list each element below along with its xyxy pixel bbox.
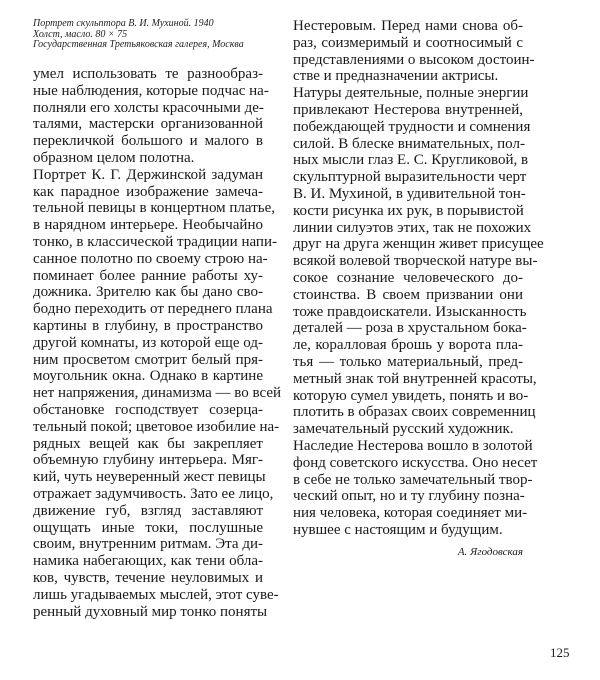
text-line: полняли его холсты красочными де-: [33, 99, 264, 116]
text-line: дожника. Зрителю как бы дано сво-: [33, 284, 263, 301]
text-line: скульптурной выразительности черт: [293, 169, 527, 186]
text-line: которую сумел увидеть, понять и во-: [293, 387, 529, 404]
text-line: Наследие Нестерова вошло в золотой: [293, 437, 533, 454]
author-signature: А. Ягодовская: [457, 546, 523, 558]
text-line: тельной певицы в концертном платье,: [33, 200, 275, 217]
text-line: Нестеровым. Перед нами снова об-: [293, 18, 523, 34]
caption-line: Холст, масло. 80 × 75: [33, 28, 128, 40]
paragraph: [293, 437, 538, 539]
text-line: ных мысли глаз Е. С. Кругликовой, в: [293, 152, 529, 169]
text-line: другой комнаты, из которой еще од-: [33, 334, 263, 351]
text-line: кий, чуть неуверенный жест певицы: [33, 469, 266, 486]
right-text-column: [293, 18, 544, 539]
text-line: как парадное изображение замеча-: [33, 183, 263, 200]
text-line: поминает более ранние работы ху-: [33, 267, 263, 284]
text-line: лишь угадываемых мыслей, этот суве-: [33, 586, 279, 603]
page-number: 125: [550, 645, 570, 660]
text-line: стве и предназначении актрисы.: [293, 68, 499, 85]
text-line: ле, коралловая брошь у ворота пла-: [293, 337, 523, 354]
paragraph: [293, 18, 535, 85]
text-line: фонд советского искусства. Оно несет: [293, 454, 538, 471]
text-line: кости рисунка их рук, в порывистой: [293, 202, 524, 219]
text-line: перекличкой большого и малого в: [33, 133, 263, 150]
text-line: тельный покой; цветовое изобилие на-: [33, 418, 280, 435]
text-line: метный знак той внутренней красоты,: [293, 370, 537, 387]
text-line: раз, соизмеримый и соотносимый с: [293, 34, 523, 51]
text-line: ные наблюдения, которые подчас на-: [33, 82, 269, 99]
figure-caption: [33, 19, 244, 51]
text-line: тья — только материальный, пред-: [293, 353, 523, 370]
text-line: силой. В блеске внимательных, пол-: [293, 135, 525, 152]
text-line: образном целом полотна.: [33, 149, 195, 166]
text-line: Портрет К. Г. Держинской задуман: [33, 166, 263, 183]
caption-line: Портрет скульптора В. И. Мухиной. 1940: [33, 18, 214, 29]
text-line: намика набегающих, как тени обла-: [33, 553, 263, 570]
text-line: моугольник окна. Однако в картине: [33, 368, 263, 385]
text-line: сокое сознание человеческого до-: [293, 269, 523, 286]
text-line: талями, мастерски организованной: [33, 116, 263, 133]
text-line: Натуры деятельные, полные энергии: [293, 85, 529, 102]
text-line: привлекают Нестерова внутренней,: [293, 101, 523, 118]
text-line: ощущать иные токи, послушные: [33, 519, 263, 536]
text-line: друг на друга женщин живет присущее: [293, 236, 544, 253]
text-line: ния человека, которая соединяет ми-: [293, 505, 528, 522]
text-line: ним просветом смотрит белый пря-: [33, 351, 263, 368]
paragraph: [33, 66, 269, 167]
text-line: бодно переходить от переднего плана: [33, 301, 273, 318]
text-line: ческий опыт, но и ту глубину позна-: [293, 488, 525, 505]
text-line: нет напряжения, динамизма — во всей: [33, 385, 282, 402]
text-line: побеждающей трудности и сомнения: [293, 118, 531, 135]
paragraph: [293, 85, 544, 438]
caption-line: Государственная Третьяковская галерея, Москва: [33, 39, 244, 50]
text-line: представлениями о высоком достоин-: [293, 51, 535, 68]
text-line: деталей — роза в хрустальном бока-: [293, 320, 527, 337]
text-line: плотить в образах своих современниц: [293, 404, 536, 421]
text-line: замечательный русский художник.: [293, 421, 514, 438]
text-line: в себе не только замечательный твор-: [293, 471, 533, 488]
text-line: всякой волевой творческой натуре вы-: [293, 253, 538, 270]
text-line: В. И. Мухиной, в удивительной тон-: [293, 185, 526, 202]
text-line: линии силуэтов этих, так не похожих: [293, 219, 532, 236]
text-line: движение губ, взгляд заставляют: [33, 502, 263, 519]
text-line: своим, внутренним ритмам. Эта ди-: [33, 536, 263, 553]
text-line: рядных вещей как бы закрепляет: [33, 435, 263, 452]
paragraph: [33, 166, 282, 621]
text-line: умел использовать те разнообраз-: [33, 66, 263, 82]
text-line: санное полотно по своему строю на-: [33, 250, 268, 267]
text-line: ков, чувств, течение неуловимых и: [33, 569, 263, 586]
text-line: тонко, в классической традиции напи-: [33, 233, 277, 250]
text-line: отражает задумчивость. Зато ее лицо,: [33, 485, 274, 502]
text-line: нувшее с настоящим и будущим.: [293, 521, 503, 538]
left-text-column: [33, 66, 282, 620]
text-line: объемную глубину интерьера. Мяг-: [33, 452, 263, 469]
text-line: стоинства. В своем призвании они: [293, 286, 523, 303]
text-line: тоже правдоискатели. Изысканность: [293, 303, 527, 320]
text-line: ренный духовный мир тонко поняты: [33, 603, 268, 620]
text-line: картины в глубину, в пространство: [33, 317, 263, 334]
text-line: в нарядном интерьере. Необычайно: [33, 217, 263, 234]
text-line: обстановке господствует созерца-: [33, 401, 263, 418]
